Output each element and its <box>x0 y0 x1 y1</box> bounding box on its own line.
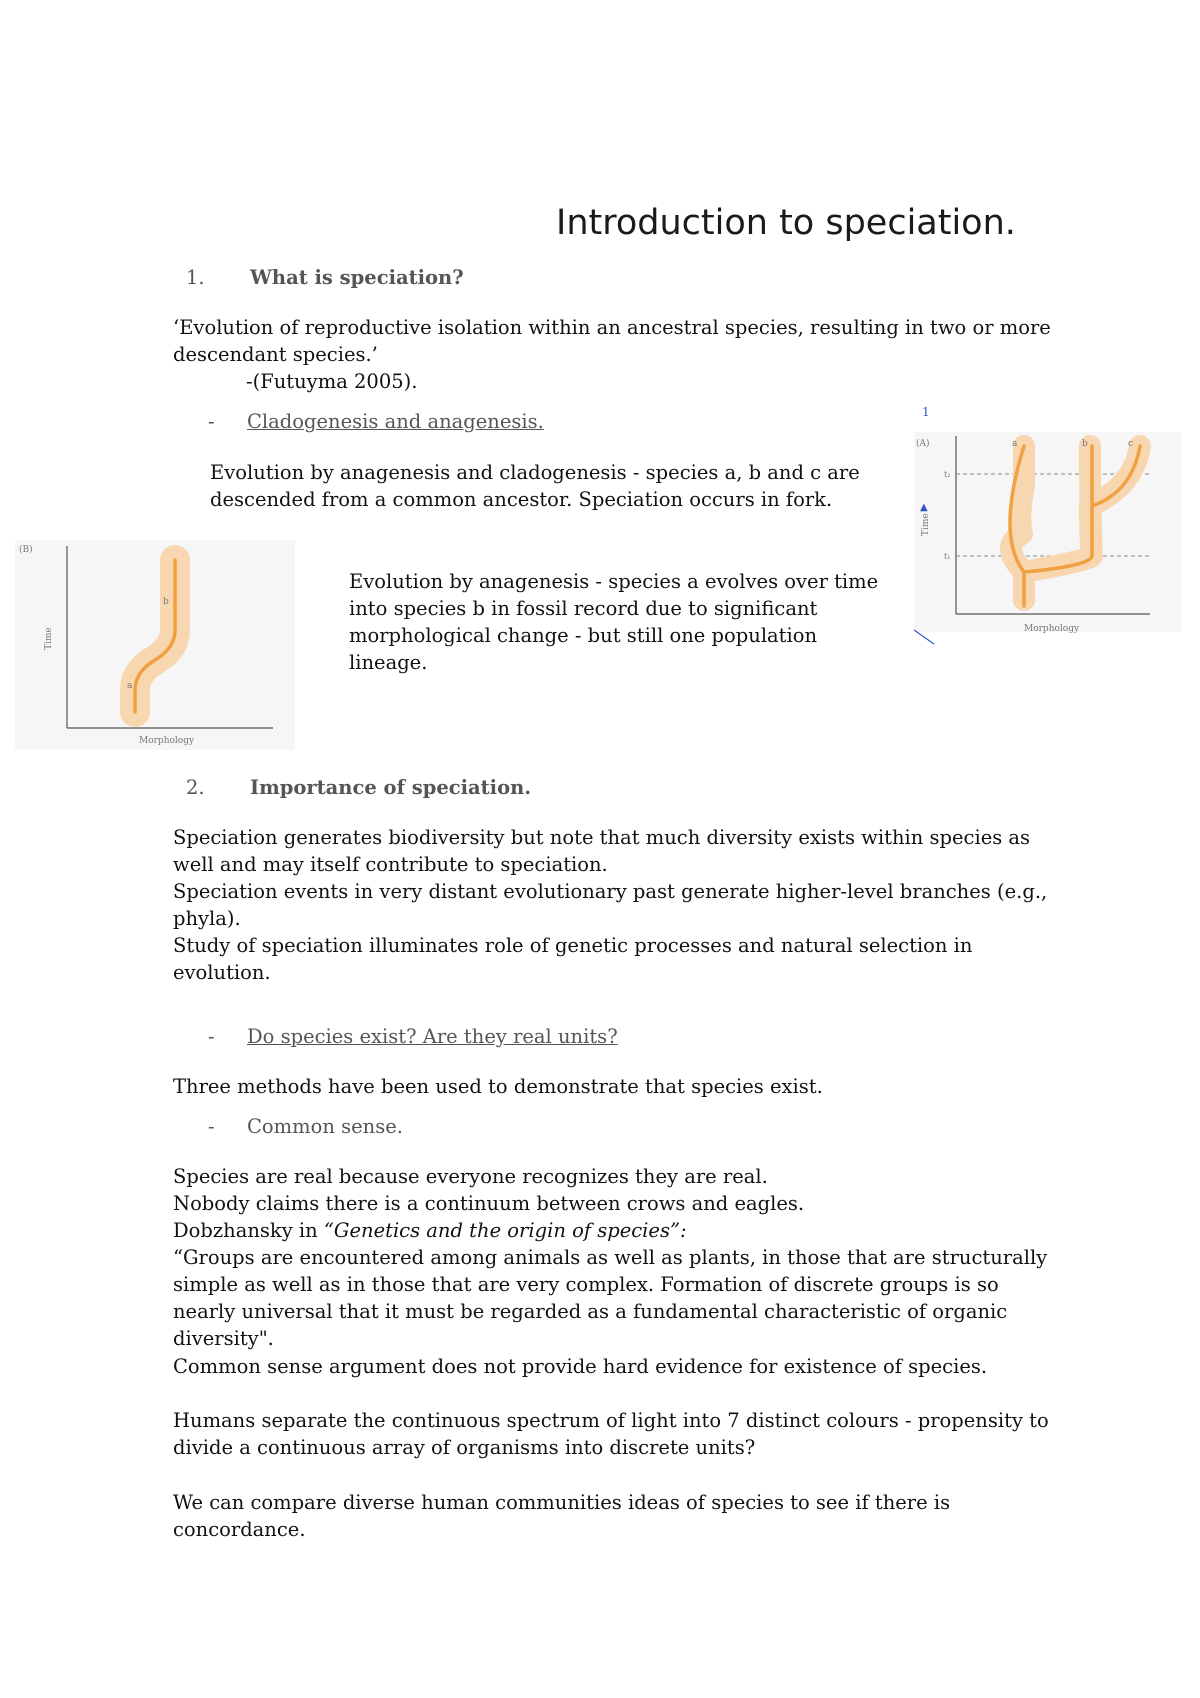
common-sense-heading <box>208 1113 403 1140</box>
importance-paragraph-1: Speciation generates biodiversity but note that much diversity exists within species as well and may itself contribute to speciation. <box>173 826 1031 876</box>
figure-a-panel-label: (A) <box>916 439 930 449</box>
common-sense-heading-text: Common sense. <box>247 1115 403 1138</box>
species-exist-subheading-text: Do species exist? Are they real units? <box>247 1025 618 1048</box>
cladogenesis-description: Evolution by anagenesis and cladogenesis - species a, b and c are descended from a common ancestor. Speciation occurs in fork. <box>210 461 860 511</box>
futuyma-citation: -(Futuyma 2005). <box>246 370 418 393</box>
cladogenesis-figure <box>914 406 1182 651</box>
common-sense-conclusion: Common sense argument does not provide hard evidence for existence of species. <box>173 1355 988 1378</box>
anagenesis-description: Evolution by anagenesis - species a evolves over time into species b in fossil record due to significant morphological change - but still one population lineage. <box>349 570 879 674</box>
figure-b-y-label: Time <box>44 627 54 650</box>
light-spectrum-paragraph: Humans separate the continuous spectrum of light into 7 distinct colours - propensity to divide a continuous array of organisms into discrete units? <box>173 1409 1049 1459</box>
bullet-dash: - <box>208 1025 215 1048</box>
common-sense-line-2: Nobody claims there is a continuum between crows and eagles. <box>173 1192 805 1215</box>
figure-a-t1-label: t₁ <box>944 552 951 561</box>
figure-a-footnote-mark: 1 <box>922 406 930 419</box>
section-2-number: 2. <box>186 776 205 799</box>
section-2-heading <box>186 776 531 799</box>
bullet-dash: - <box>208 1115 215 1138</box>
figure-b-x-label: Morphology <box>139 736 195 746</box>
figure-a-t2-label: t₂ <box>944 470 951 479</box>
anagenesis-figure <box>15 540 295 750</box>
importance-paragraph-2: Speciation events in very distant evolutionary past generate higher-level branches (e.g., phyla). <box>173 880 1048 930</box>
species-a-label: a <box>1012 439 1018 449</box>
figure-b-species-a-label: a <box>127 681 133 691</box>
section-2-title: Importance of speciation. <box>250 776 532 799</box>
page-title: Introduction to speciation. <box>556 203 1016 243</box>
concordance-paragraph: We can compare diverse human communities ideas of species to see if there is concordance. <box>173 1491 951 1541</box>
speciation-definition-quote: ‘Evolution of reproductive isolation within an ancestral species, resulting in two or more descendant species.’ <box>173 316 1051 366</box>
importance-paragraph-3: Study of speciation illuminates role of genetic processes and natural selection in evolution. <box>173 934 973 984</box>
figure-a-annotation-mark: ▲ <box>920 502 928 513</box>
species-b-label: b <box>1082 439 1088 449</box>
section-1-title: What is speciation? <box>250 266 464 289</box>
section-1-heading <box>186 266 464 289</box>
methods-intro: Three methods have been used to demonstrate that species exist. <box>173 1075 823 1098</box>
dobzhansky-book-title: “Genetics and the origin of species”: <box>323 1219 687 1242</box>
dobzhansky-prefix: Dobzhansky in <box>173 1219 318 1242</box>
cladogenesis-subheading <box>208 408 544 435</box>
cladogenesis-subheading-text: Cladogenesis and anagenesis. <box>247 410 544 433</box>
species-exist-subheading <box>208 1023 618 1050</box>
dobzhansky-reference <box>173 1217 687 1244</box>
common-sense-line-1: Species are real because everyone recognizes they are real. <box>173 1165 768 1188</box>
figure-b-panel-label: (B) <box>19 545 33 555</box>
section-1-number: 1. <box>186 266 205 289</box>
figure-a-y-label: Time <box>921 513 931 536</box>
dobzhansky-quote: “Groups are encountered among animals as well as plants, in those that are structurally simple as well as in those that are very complex. Formation of discrete groups is so nearly universal that it must be regarded as a fundamental characteristic of organic diversity". <box>173 1246 1048 1350</box>
bullet-dash: - <box>208 410 215 433</box>
species-c-label: c <box>1128 439 1134 449</box>
figure-b-species-b-label: b <box>163 597 169 607</box>
figure-a-x-label: Morphology <box>1024 624 1080 634</box>
figure-a-annotation-stroke <box>914 630 934 644</box>
